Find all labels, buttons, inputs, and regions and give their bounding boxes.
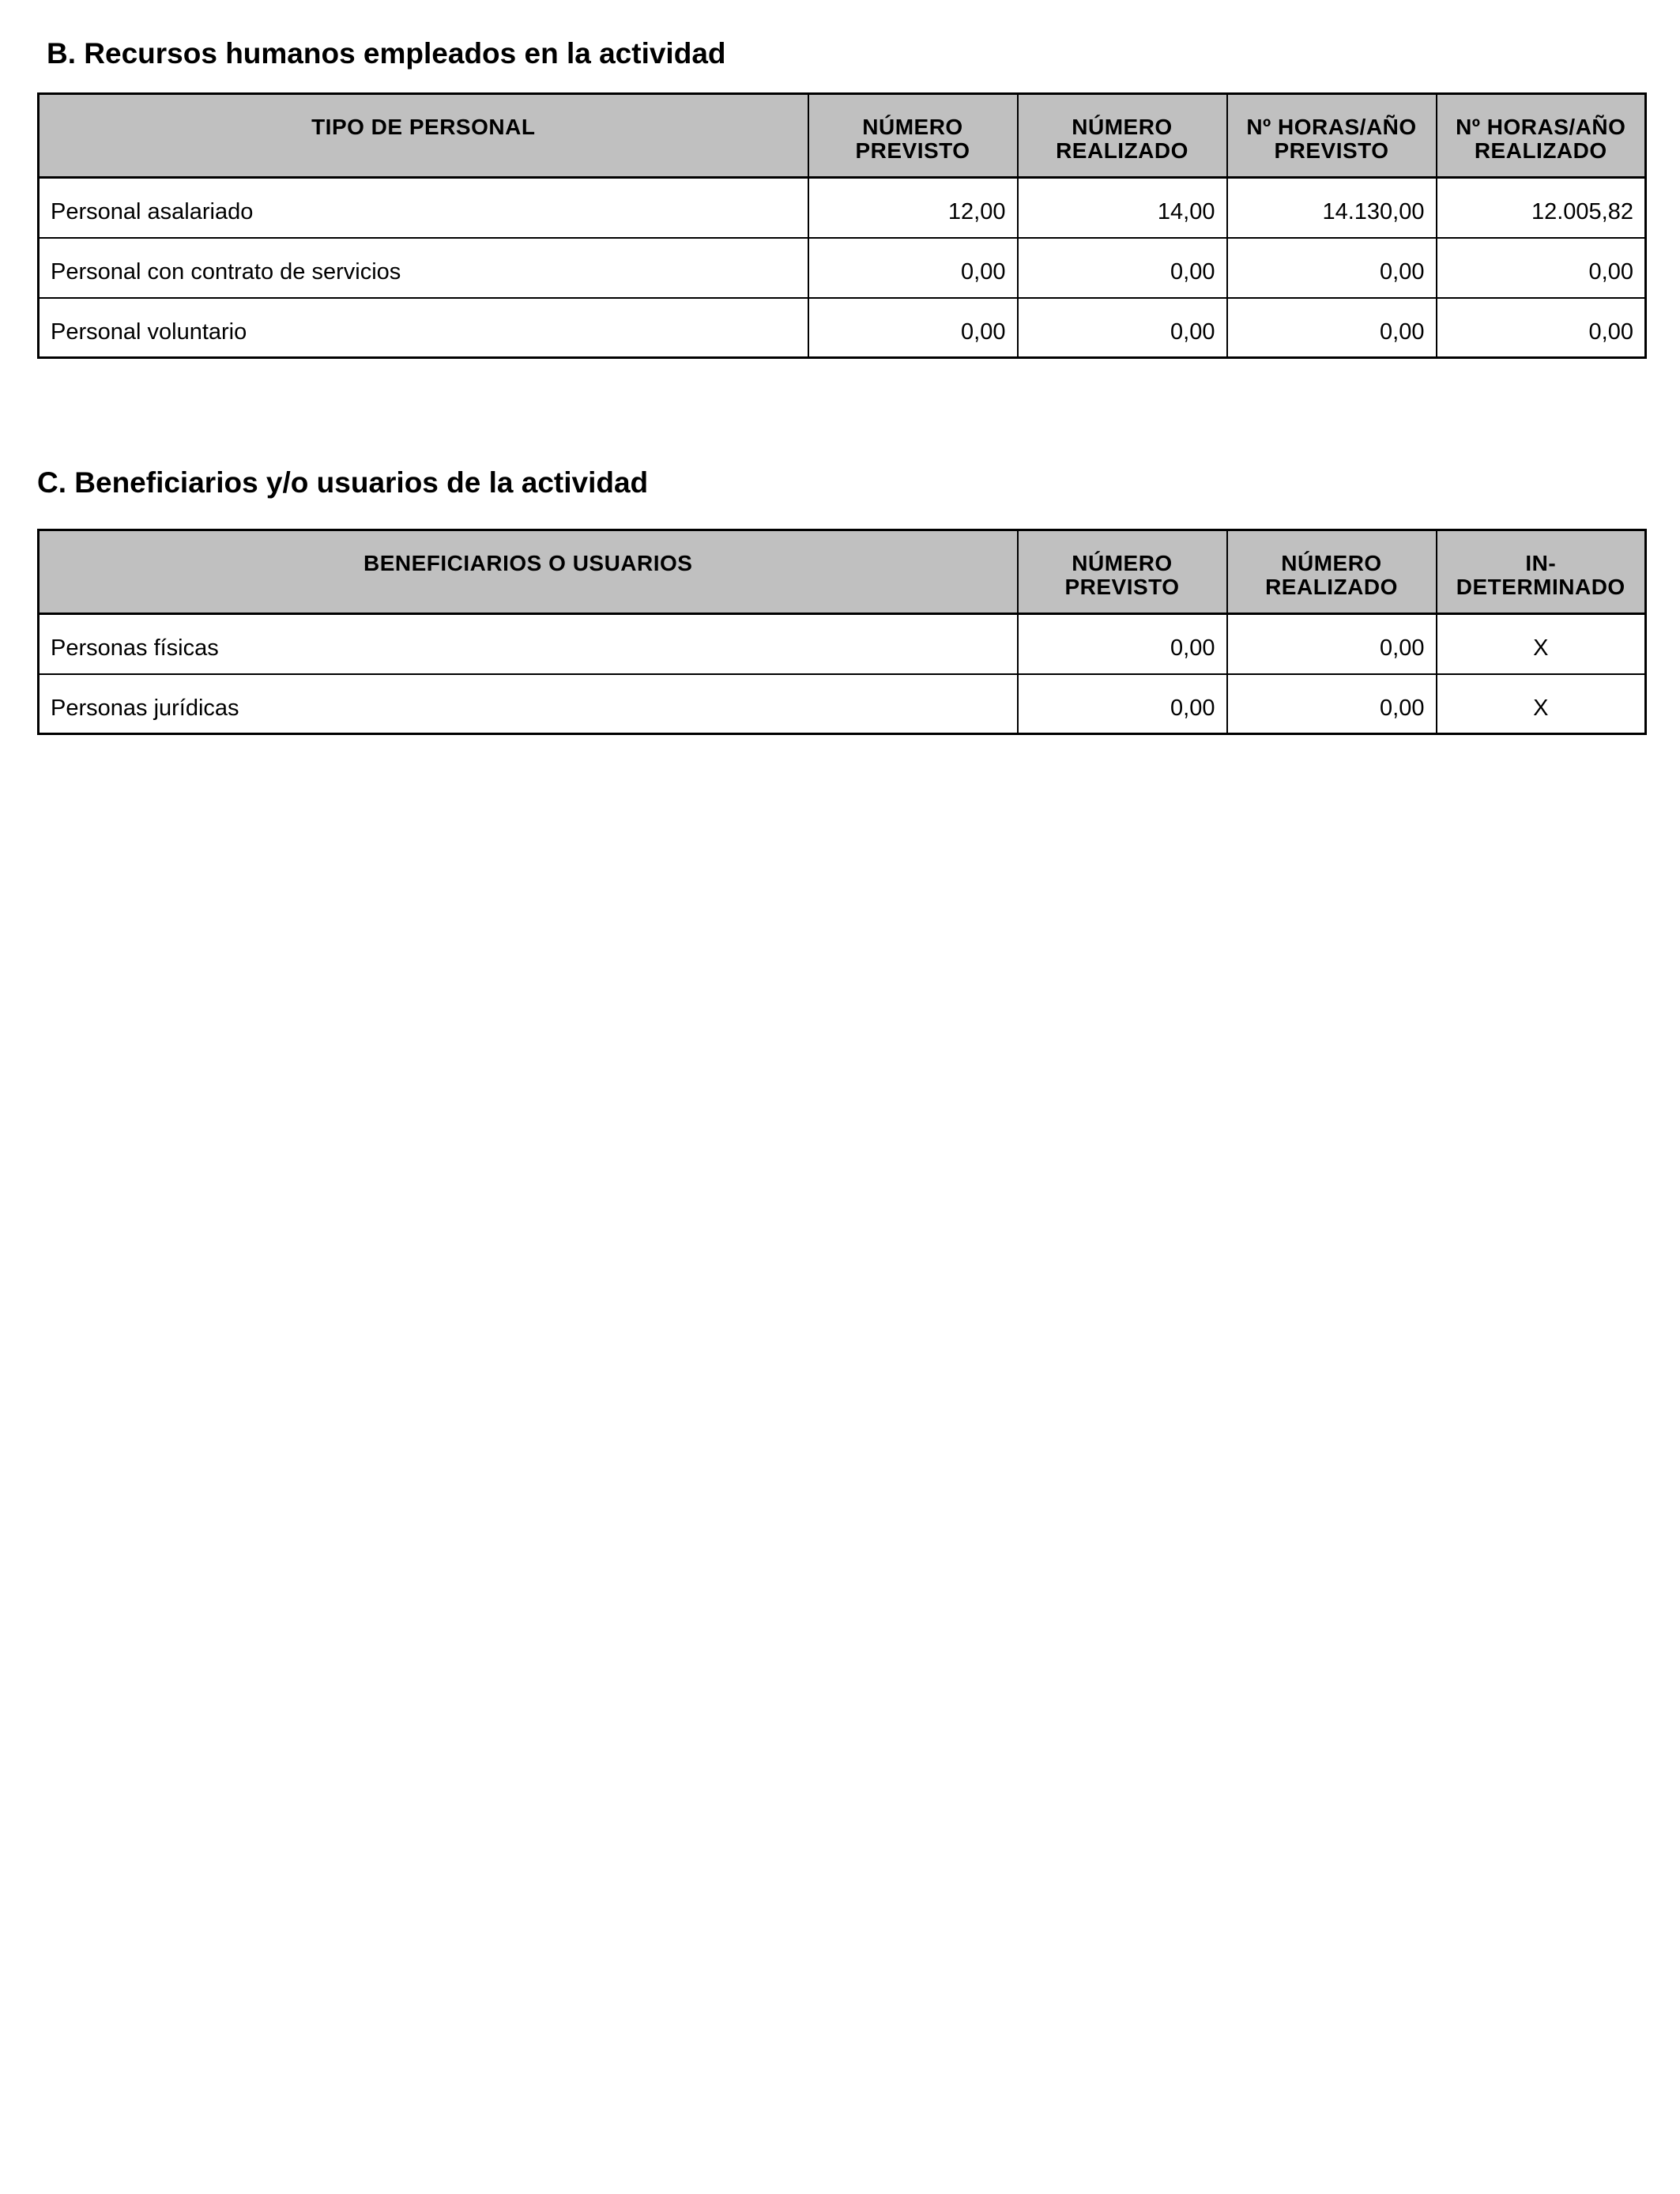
header-horas-previsto <box>1227 94 1437 178</box>
beneficiaries-table <box>37 529 1647 735</box>
row-label: Personas físicas <box>39 614 1018 674</box>
horas-realizado-cell: 0,00 <box>1437 238 1646 298</box>
section-c-title: C. Beneficiarios y/o usuarios de la actividad <box>37 466 649 499</box>
table-header-row <box>39 94 1646 178</box>
header-line: DETERMINADO <box>1456 575 1625 599</box>
header-line: TIPO DE PERSONAL <box>311 115 536 139</box>
header-line: NÚMERO <box>862 115 963 139</box>
table-header-row <box>39 530 1646 614</box>
numero-realizado-cell: 14,00 <box>1018 178 1227 238</box>
header-line: Nº HORAS/AÑO <box>1246 115 1417 139</box>
header-line: PREVISTO <box>855 138 970 163</box>
numero-previsto-cell: 0,00 <box>1018 614 1227 674</box>
header-line: IN- <box>1525 551 1557 575</box>
horas-previsto-cell: 0,00 <box>1227 298 1437 358</box>
header-indeterminado <box>1437 530 1646 614</box>
header-line: REALIZADO <box>1474 138 1607 163</box>
row-label: Personal asalariado <box>39 178 808 238</box>
table-row <box>39 178 1646 238</box>
header-line: PREVISTO <box>1274 138 1389 163</box>
header-numero-realizado <box>1227 530 1437 614</box>
numero-previsto-cell: 12,00 <box>808 178 1018 238</box>
table-row <box>39 614 1646 674</box>
horas-previsto-cell: 0,00 <box>1227 238 1437 298</box>
numero-realizado-cell: 0,00 <box>1227 674 1437 734</box>
header-tipo-personal <box>39 94 808 178</box>
header-horas-realizado <box>1437 94 1646 178</box>
section-b-title: B. Recursos humanos empleados en la actividad <box>47 37 726 70</box>
header-line: BENEFICIARIOS O USUARIOS <box>363 551 693 575</box>
row-label: Personal con contrato de servicios <box>39 238 808 298</box>
numero-previsto-cell: 0,00 <box>808 298 1018 358</box>
header-line: NÚMERO <box>1281 551 1382 575</box>
table-row <box>39 238 1646 298</box>
header-line: Nº HORAS/AÑO <box>1456 115 1626 139</box>
human-resources-table <box>37 92 1647 359</box>
numero-realizado-cell: 0,00 <box>1227 614 1437 674</box>
numero-realizado-cell: 0,00 <box>1018 298 1227 358</box>
row-label: Personas jurídicas <box>39 674 1018 734</box>
horas-realizado-cell: 0,00 <box>1437 298 1646 358</box>
horas-realizado-cell: 12.005,82 <box>1437 178 1646 238</box>
indeterminado-mark: X <box>1437 614 1646 674</box>
header-line: NÚMERO <box>1072 551 1173 575</box>
header-line: NÚMERO <box>1072 115 1173 139</box>
header-line: REALIZADO <box>1265 575 1398 599</box>
header-beneficiarios <box>39 530 1018 614</box>
row-label: Personal voluntario <box>39 298 808 358</box>
numero-previsto-cell: 0,00 <box>1018 674 1227 734</box>
horas-previsto-cell: 14.130,00 <box>1227 178 1437 238</box>
header-numero-realizado <box>1018 94 1227 178</box>
table-row <box>39 298 1646 358</box>
header-numero-previsto <box>808 94 1018 178</box>
numero-previsto-cell: 0,00 <box>808 238 1018 298</box>
header-line: REALIZADO <box>1056 138 1188 163</box>
header-numero-previsto <box>1018 530 1227 614</box>
indeterminado-mark: X <box>1437 674 1646 734</box>
numero-realizado-cell: 0,00 <box>1018 238 1227 298</box>
table-row <box>39 674 1646 734</box>
header-line: PREVISTO <box>1064 575 1180 599</box>
